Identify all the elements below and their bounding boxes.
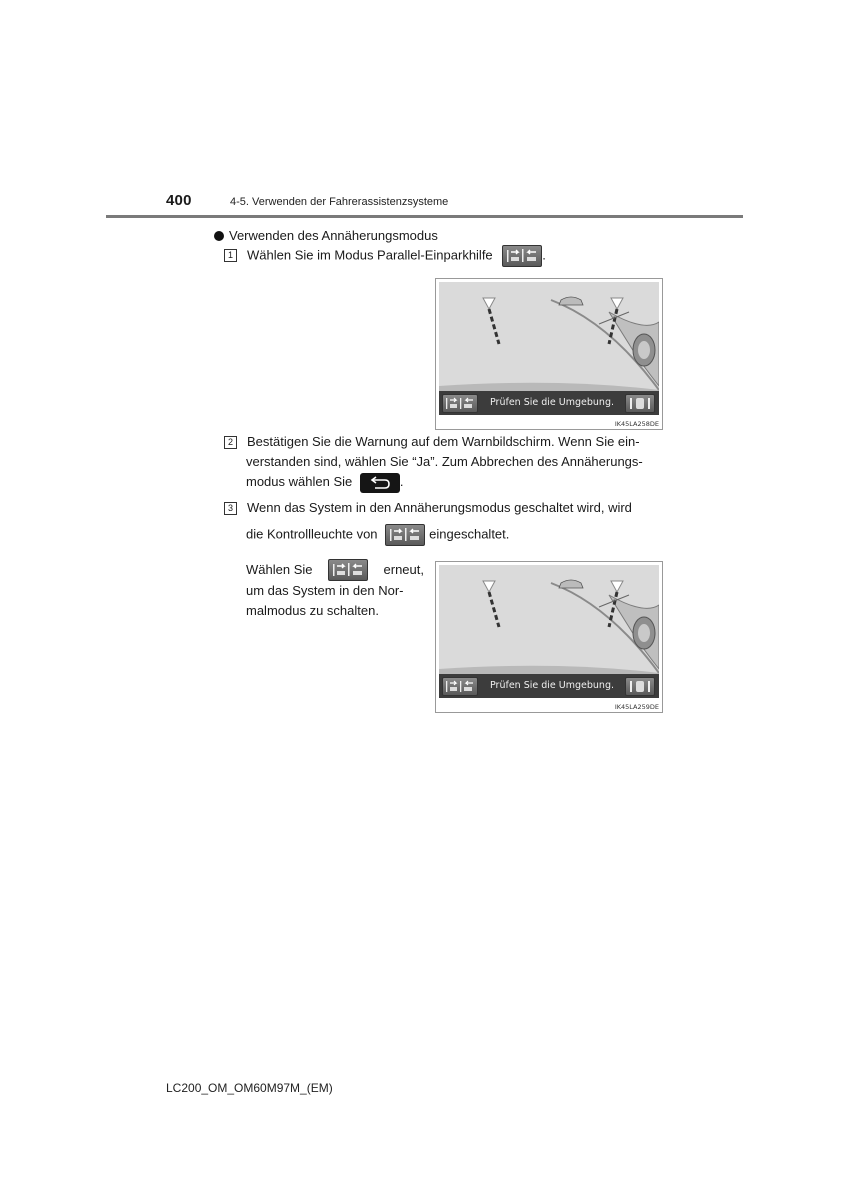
step-3-line-1: Wenn das System in den Annäherungsmodus geschaltet wird, wird [247, 500, 632, 515]
step-number: 1 [224, 249, 237, 262]
step-3-line-2b: eingeschaltet. [429, 526, 510, 542]
bullet-dot-icon [214, 231, 224, 241]
sensor-display-icon [625, 677, 655, 696]
camera-view [439, 282, 659, 415]
note-line-3: malmodus zu schalten. [246, 603, 379, 618]
bullet-text: Verwenden des Annäherungsmodus [229, 228, 438, 243]
note-part-2: erneut, [383, 562, 424, 577]
step-3 [224, 498, 664, 546]
note-part-1: Wählen Sie [246, 562, 313, 577]
figure-2 [435, 561, 663, 713]
step-1-text: Wählen Sie im Modus Parallel-Einparkhilfe [247, 247, 493, 263]
step-1-period: . [542, 247, 546, 263]
step-2-line-1: Bestätigen Sie die Warnung auf dem Warnbildschirm. Wenn Sie ein- [247, 434, 640, 449]
camera-status-bar [439, 674, 659, 698]
footer-code: LC200_OM_OM60M97M_(EM) [166, 1081, 333, 1095]
image-code: IK45LA258DE [614, 420, 659, 428]
back-button-icon [360, 473, 400, 493]
parallel-parking-mode-icon [502, 245, 542, 267]
header-rule [106, 215, 743, 218]
parallel-parking-mode-icon [442, 677, 478, 696]
parallel-parking-mode-icon [328, 559, 368, 581]
note-line-2: um das System in den Nor- [246, 583, 404, 598]
parallel-parking-mode-icon [442, 394, 478, 413]
figure-1 [435, 278, 663, 430]
camera-status-bar [439, 391, 659, 415]
image-code: IK45LA259DE [614, 703, 659, 711]
status-message: Prüfen Sie die Umgebung. [490, 397, 614, 408]
step-2-line-3: modus wählen Sie [246, 474, 353, 489]
step-2 [224, 432, 664, 493]
step-2-period: . [399, 474, 404, 489]
step-3-line-2a: die Kontrollleuchte von [246, 526, 378, 542]
step-1 [224, 245, 546, 267]
step-number: 3 [224, 502, 237, 515]
camera-view [439, 565, 659, 698]
note [246, 559, 424, 621]
page-number: 400 [166, 192, 192, 209]
section-title: 4-5. Verwenden der Fahrerassistenzsysteme [230, 196, 449, 208]
status-message: Prüfen Sie die Umgebung. [490, 680, 614, 691]
step-2-line-2: verstanden sind, wählen Sie “Ja”. Zum Abbrechen des Annäherungs- [246, 454, 643, 469]
bullet-heading [214, 226, 438, 246]
step-number: 2 [224, 436, 237, 449]
parallel-parking-mode-icon [385, 524, 425, 546]
sensor-display-icon [625, 394, 655, 413]
